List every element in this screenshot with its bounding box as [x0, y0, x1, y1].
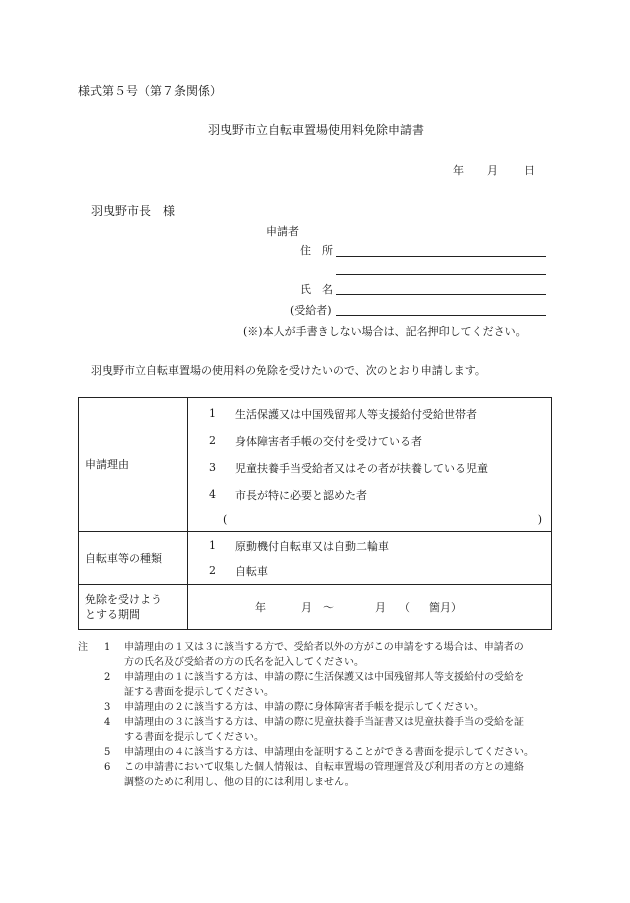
vehicle-option-text: 原動機付自転車又は自動二輪車 — [235, 539, 389, 553]
reason-option-text: 身体障害者手帳の交付を受けている者 — [235, 434, 422, 448]
vehicle-option-num: 1 — [209, 539, 216, 552]
reason-option-num: 4 — [209, 488, 216, 501]
period-row — [79, 585, 552, 630]
note-line: 申請理由の１に該当する方は、申請の際に生活保護又は中国残留邦人等支援給付の受給を — [124, 672, 524, 683]
name-label: 氏 名 — [300, 283, 333, 296]
note-item — [78, 745, 553, 760]
address-line-1[interactable] — [336, 256, 546, 257]
period-month-to: 月 — [375, 601, 386, 614]
note-item — [78, 670, 553, 700]
vehicle-option-2[interactable] — [189, 558, 550, 583]
reason-option-num: 1 — [209, 407, 216, 420]
note-line: 申請理由の３に該当する方は、申請の際に児童扶養手当証書又は児童扶養手当の受給を証 — [124, 717, 524, 728]
notes-section — [78, 640, 553, 790]
note-num: 4 — [104, 717, 111, 728]
note-num: 5 — [104, 747, 111, 758]
vehicle-label: 自転車等の種類 — [79, 532, 188, 585]
note-line: する書面を提示してください。 — [124, 732, 264, 743]
period-months: 箇月） — [429, 601, 462, 614]
address-label: 住 所 — [300, 244, 333, 257]
note-num: 2 — [104, 672, 111, 683]
recipient-label: (受給者) — [290, 304, 332, 317]
reason-options — [188, 398, 552, 532]
note-item — [78, 760, 553, 790]
recipient-line[interactable] — [336, 315, 546, 316]
addressee: 羽曳野市長 様 — [91, 204, 176, 218]
reason-option-4[interactable] — [189, 481, 550, 508]
date-day-label: 日 — [524, 164, 535, 177]
reason-label: 申請理由 — [79, 398, 188, 532]
note-line: この申請書において収集した個人情報は、自転車置場の管理運営及び利用者の方との連絡 — [124, 762, 524, 773]
vehicle-option-text: 自転車 — [235, 564, 268, 578]
vehicle-option-num: 2 — [209, 564, 216, 577]
date-year-label: 年 — [453, 164, 464, 177]
note-item — [78, 715, 553, 745]
period-year: 年 — [255, 601, 266, 614]
period-paren-open: （ — [399, 601, 410, 614]
reason-option-3[interactable] — [189, 454, 550, 481]
application-table — [78, 397, 552, 630]
reason-option-num: 2 — [209, 434, 216, 447]
vehicle-row — [79, 532, 552, 585]
note-line: 申請理由の１又は３に該当する方で、受給者以外の方がこの申請をする場合は、申請者の — [124, 642, 524, 653]
period-month-from: 月 — [301, 601, 312, 614]
note-line: 調整のために利用し、他の目的には利用しません。 — [124, 777, 355, 788]
note-num: 6 — [104, 762, 111, 773]
period-field[interactable] — [188, 585, 552, 630]
reason-row — [79, 398, 552, 532]
period-label-line1: 免除を受けよう — [85, 593, 162, 606]
address-line-2[interactable] — [336, 274, 546, 275]
note-line: 申請理由の４に該当する方は、申請理由を証明することができる書面を提示してください。 — [124, 747, 534, 758]
note-line: 証する書面を提示してください。 — [124, 687, 274, 698]
vehicle-options — [188, 532, 552, 585]
date-month-label: 月 — [487, 164, 498, 177]
seal-note: (※)本人が手書きしない場合は、記名押印してください。 — [243, 325, 527, 338]
note-num: 1 — [104, 642, 111, 653]
note-line: 申請理由の２に該当する方は、申請の際に身体障害者手帳を提示してください。 — [124, 702, 484, 713]
form-number: 様式第５号（第７条関係） — [78, 84, 223, 98]
vehicle-option-1[interactable] — [189, 533, 550, 558]
note-line: 方の氏名及び受給者の方の氏名を記入してください。 — [124, 657, 364, 668]
reason-option-2[interactable] — [189, 427, 550, 454]
name-line[interactable] — [336, 294, 546, 295]
note-num: 3 — [104, 702, 111, 713]
reason-option-1[interactable] — [189, 400, 550, 427]
period-tilde: ～ — [323, 601, 334, 614]
reason-option-text: 児童扶養手当受給者又はその者が扶養している児童 — [235, 461, 488, 475]
paren-close: ) — [537, 512, 542, 526]
application-statement: 羽曳野市立自転車置場の使用料の免除を受けたいので、次のとおり申請します。 — [91, 364, 486, 377]
period-label — [79, 585, 188, 630]
reason-other-field[interactable] — [189, 508, 550, 530]
reason-option-text: 市長が特に必要と認めた者 — [235, 488, 367, 502]
note-item — [78, 700, 553, 715]
applicant-heading: 申請者 — [266, 225, 299, 238]
reason-option-text: 生活保護又は中国残留邦人等支援給付受給世帯者 — [235, 407, 477, 421]
notes-prefix: 注 — [78, 642, 88, 653]
note-item — [78, 640, 553, 670]
period-label-line2: とする期間 — [85, 608, 140, 621]
reason-option-num: 3 — [209, 461, 216, 474]
page-title: 羽曳野市立自転車置場使用料免除申請書 — [208, 123, 425, 137]
paren-open: ( — [223, 512, 228, 526]
